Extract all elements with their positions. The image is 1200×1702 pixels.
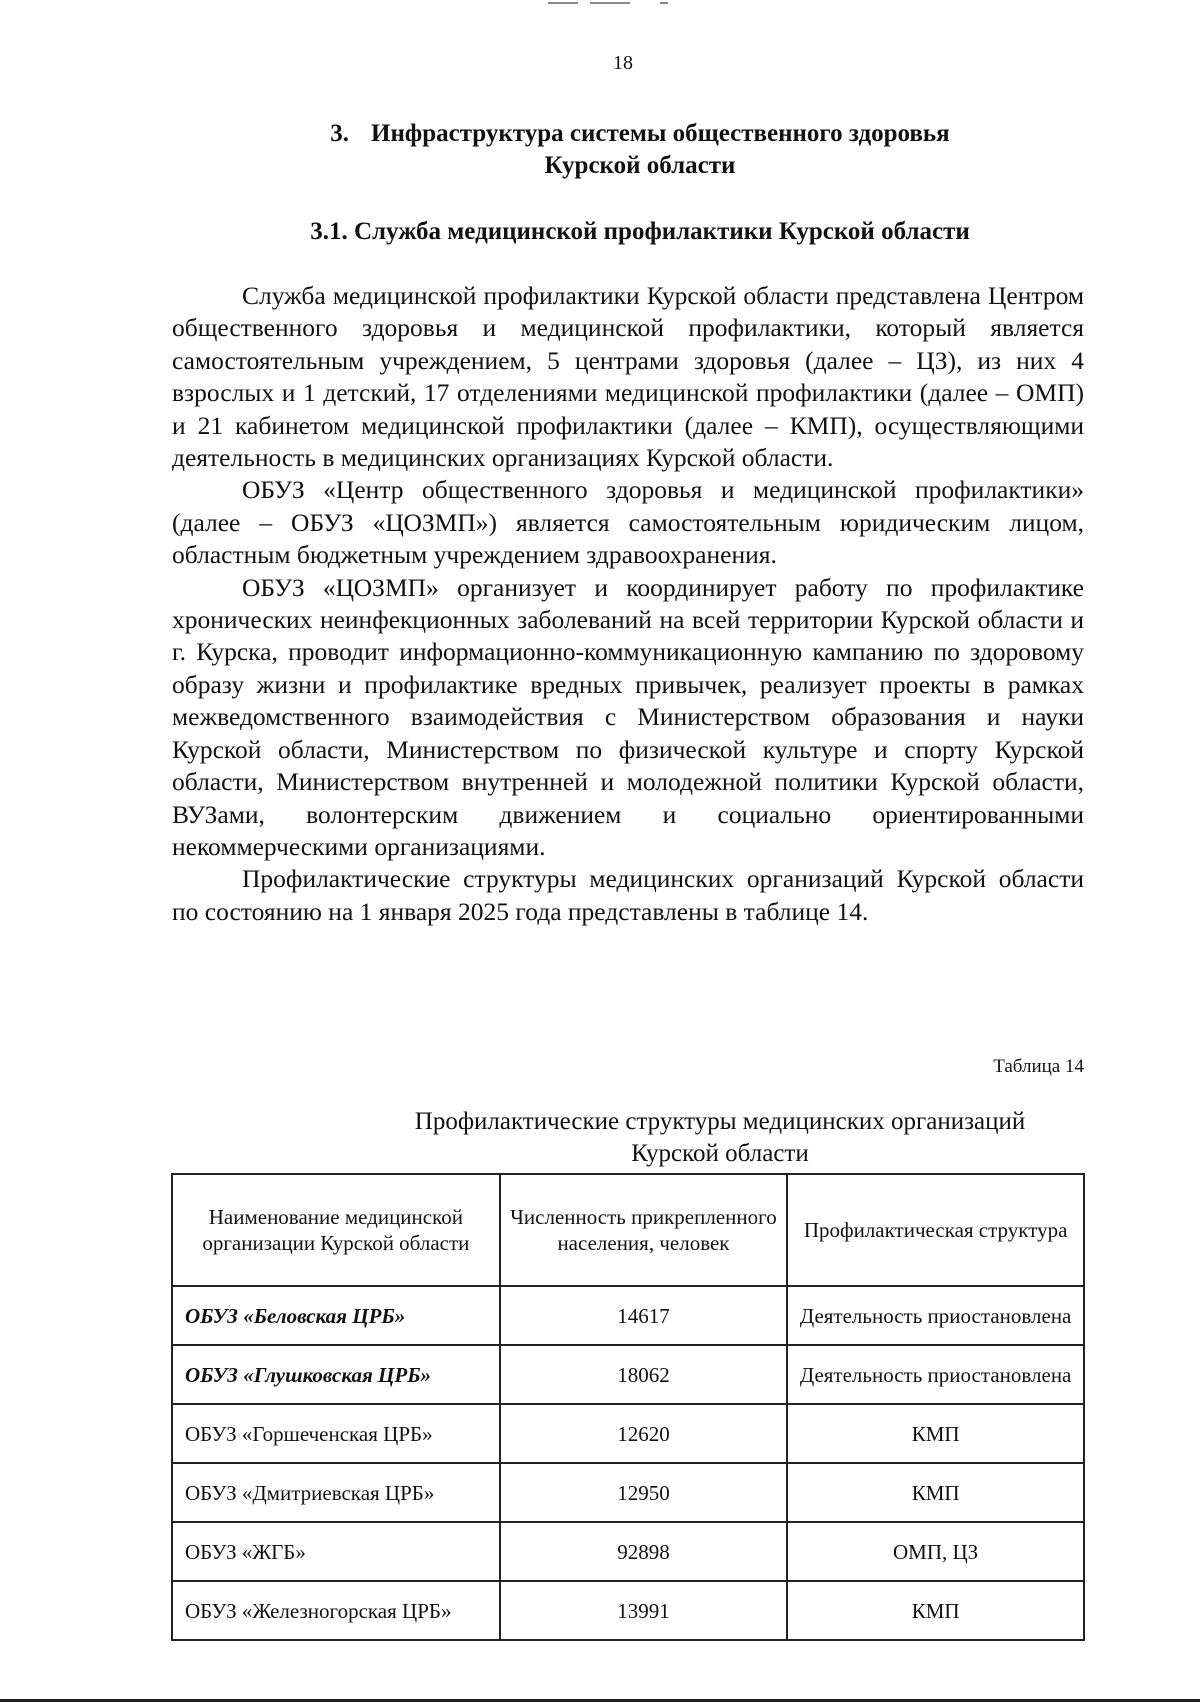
cell-structure: Деятельность приостановлена — [787, 1345, 1084, 1404]
table-row — [172, 1581, 1084, 1640]
cell-structure: ОМП, ЦЗ — [787, 1522, 1084, 1581]
data-table — [171, 1173, 1085, 1641]
table-row — [172, 1286, 1084, 1345]
section-title-line2: Курской области — [544, 152, 736, 179]
cell-population: 18062 — [500, 1345, 788, 1404]
body-text — [172, 280, 1084, 928]
table-header-row — [172, 1174, 1084, 1286]
cell-org: ОБУЗ «Горшеченская ЦРБ» — [172, 1404, 500, 1463]
paragraph: Служба медицинской профилактики Курской области представлена Центром общественного здоровья и медицинской профилактики, который является самостоятельным учреждением, 5 центрами здоровья (далее – ЦЗ), из них 4 взрослых и 1 детский, 17 отделениями медицинской профилактики (далее – ОМП) и 21 кабинетом медицинской профилактики (далее – КМП), осуществляющими деятельность в медицинских организациях Курской области. — [172, 281, 1084, 473]
cell-org: ОБУЗ «Беловская ЦРБ» — [172, 1286, 500, 1345]
cell-population: 13991 — [500, 1581, 788, 1640]
paragraph: ОБУЗ «ЦОЗМП» организует и координирует работу по профилактике хронических неинфекционных заболеваний на всей территории Курской области и г. Курска, проводит информационно-коммуникационную кампанию по здоровому образу жизни и профилактике вредных привычек, реализует проекты в рамках межведомственного взаимодействия с Министерством образования и науки Курской области, Министерством по физической культуре и спорту Курской области, Министерством внутренней и молодежной политики Курской области, ВУЗами, волонтерским движением и социально ориентированными некоммерческими организациями. — [172, 572, 1084, 861]
cell-org: ОБУЗ «ЖГБ» — [172, 1522, 500, 1581]
cell-org: ОБУЗ «Железногорская ЦРБ» — [172, 1581, 500, 1640]
paragraph: Профилактические структуры медицинских организаций Курской области по состоянию на 1 января 2025 года представлены в таблице 14. — [172, 864, 1084, 926]
cell-structure: Деятельность приостановлена — [787, 1286, 1084, 1345]
paragraph: ОБУЗ «Центр общественного здоровья и медицинской профилактики» (далее – ОБУЗ «ЦОЗМП») является самостоятельным юридическим лицом, областным бюджетным учреждением здравоохранения. — [172, 475, 1084, 570]
header-org: Наименование медицинской организации Курской области — [172, 1174, 500, 1286]
cell-structure: КМП — [787, 1581, 1084, 1640]
table-caption: Таблица 14 — [993, 1056, 1084, 1077]
header-population: Численность прикрепленного населения, человек — [500, 1174, 788, 1286]
header-structure: Профилактическая структура — [787, 1174, 1084, 1286]
section-title — [170, 118, 1110, 182]
subsection-title: 3.1. Служба медицинской профилактики Курской области — [310, 218, 970, 245]
table-row — [172, 1463, 1084, 1522]
table-title — [330, 1106, 1110, 1170]
cell-org: ОБУЗ «Глушковская ЦРБ» — [172, 1345, 500, 1404]
cell-population: 12950 — [500, 1463, 788, 1522]
cell-structure: КМП — [787, 1404, 1084, 1463]
section-number: 3. — [330, 120, 350, 147]
cell-population: 92898 — [500, 1522, 788, 1581]
table-title-line1: Профилактические структуры медицинских организаций — [414, 1108, 1026, 1135]
scan-artifact-top — [0, 0, 1200, 6]
cell-structure: КМП — [787, 1463, 1084, 1522]
cell-population: 12620 — [500, 1404, 788, 1463]
page-number: 18 — [613, 52, 633, 74]
cell-population: 14617 — [500, 1286, 788, 1345]
cell-org: ОБУЗ «Дмитриевская ЦРБ» — [172, 1463, 500, 1522]
table-row — [172, 1345, 1084, 1404]
table-row — [172, 1522, 1084, 1581]
section-title-line1: Инфраструктура системы общественного здоровья — [371, 120, 950, 147]
table-row — [172, 1404, 1084, 1463]
table-title-line2: Курской области — [631, 1140, 809, 1167]
